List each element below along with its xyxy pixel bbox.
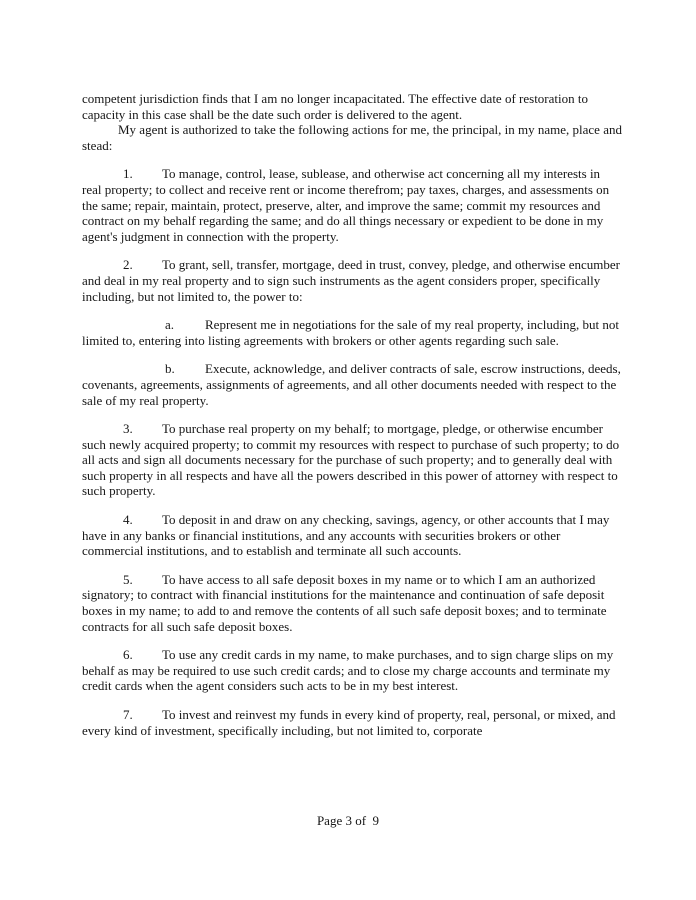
item-number: 7. (123, 707, 133, 722)
list-item-3 (82, 421, 622, 499)
item-text: Execute, acknowledge, and deliver contracts of sale, escrow instructions, deeds, covenants, agreements, assignments of agreements, and all other documents needed with respect to the sale of my real property. (82, 361, 621, 408)
item-text: To deposit in and draw on any checking, savings, agency, or other accounts that I may have in any banks or financial institutions, and any accounts with securities brokers or other commercial institutions, and to establish and terminate all such accounts. (82, 512, 610, 559)
item-number: 1. (123, 166, 133, 182)
item-number: 6. (123, 647, 133, 663)
item-text: To purchase real property on my behalf; to mortgage, pledge, or otherwise encumber such newly acquired property; to commit my resources with respect to purchase of such property; to do all acts and sign all documents necessary for the purchase of such property; and to generally deal with such property in all respects and have all the powers described in this power of attorney with respect to such property. (82, 421, 620, 499)
item-number: 2. (123, 257, 133, 273)
item-text: To use any credit cards in my name, to make purchases, and to sign charge slips on my behalf as may be required to use such credit cards; and to close my charge accounts and terminate my credit cards when the agent considers such acts to be in my best interest. (82, 647, 614, 694)
list-item-7 (82, 707, 622, 738)
item-text: To manage, control, lease, sublease, and otherwise act concerning all my interests in real property; to collect and receive rent or income therefrom; pay taxes, charges, and assessments on the same; repair, maintain, protect, preserve, alter, and improve the same; commit my resources and contract on my behalf regarding the same; and do all things necessary or expedient to be done in my agent's judgment in connection with the property. (82, 166, 610, 244)
paragraph-text: My agent is authorized to take the following actions for me, the principal, in my name, place and stead: (82, 122, 622, 153)
list-item-2a (82, 317, 622, 348)
list-item-4 (82, 512, 622, 559)
item-number: a. (165, 317, 175, 333)
item-number: 4. (123, 512, 133, 528)
item-number: b. (165, 361, 175, 377)
item-text: To have access to all safe deposit boxes in my name or to which I am an authorized signatory; to contract with financial institutions for the maintenance and continuation of safe deposit boxes in my name; to add to and remove the contents of all such safe deposit boxes; and to terminate contracts for all such safe deposit boxes. (82, 571, 607, 634)
item-text: To grant, sell, transfer, mortgage, deed in trust, convey, pledge, and otherwise encumber and deal in my real property and to sign such instruments as the agent considers proper, specifically including, but not limited to, the power to: (82, 257, 620, 304)
paragraph-text: competent jurisdiction finds that I am no longer incapacitated. The effective date of restoration to capacity in this case shall be the date such order is delivered to the agent. (82, 91, 588, 122)
item-text: To invest and reinvest my funds in every kind of property, real, personal, or mixed, and every kind of investment, specifically including, but not limited to, corporate (82, 707, 616, 738)
item-number: 5. (123, 571, 133, 587)
paragraph-capacity-restoration (82, 91, 622, 122)
page-footer: Page 3 of 9 (316, 813, 380, 828)
item-number: 3. (123, 421, 133, 437)
list-item-5 (82, 572, 622, 634)
list-item-6 (82, 647, 622, 694)
paragraph-agent-authorization (82, 122, 622, 153)
list-item-2 (82, 257, 622, 304)
list-item-1 (82, 166, 622, 244)
item-text: Represent me in negotiations for the sale of my real property, including, but not limited to, entering into listing agreements with brokers or other agents regarding such sale. (82, 317, 619, 348)
document-body (82, 91, 622, 738)
list-item-2b (82, 361, 622, 408)
